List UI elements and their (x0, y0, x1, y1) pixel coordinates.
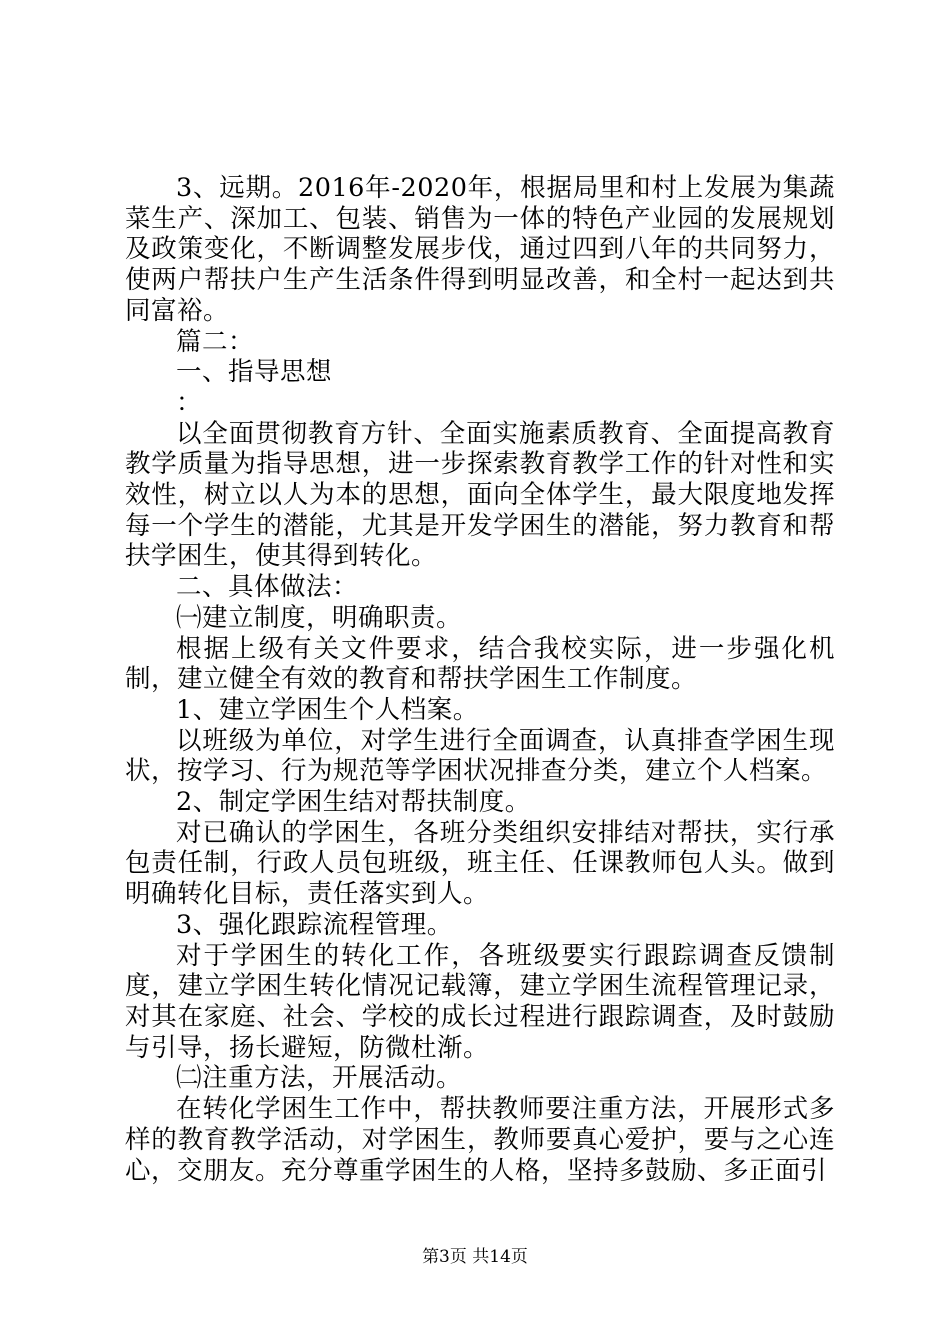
item-heading: 1、建立学困生个人档案。 (176, 694, 479, 725)
document-body (125, 173, 835, 1186)
item-heading: 2、制定学困生结对帮扶制度。 (176, 787, 531, 818)
paragraph: 对于学困生的转化工作，各班级要实行跟踪调查反馈制度，建立学困生转化情况记载簿，建立学困生流程管理记录，对其在家庭、社会、学校的成长过程进行跟踪调查，及时鼓励与引导，扬长避短，防微杜渐。 (125, 940, 835, 1063)
paragraph: 以班级为单位，对学生进行全面调查，认真排查学困生现状，按学习、行为规范等学困状况排查分类，建立个人档案。 (125, 725, 835, 787)
section-heading: 二、具体做法： (176, 572, 359, 603)
paragraph: ： (176, 387, 203, 418)
section-heading: 一、指导思想 (176, 357, 333, 388)
subsection-heading: ㈠建立制度，明确职责。 (176, 602, 463, 633)
item-heading: 3、强化跟踪流程管理。 (176, 909, 453, 940)
paragraph: 对已确认的学困生，各班分类组织安排结对帮扶，实行承包责任制，行政人员包班级，班主任、任课教师包人头。做到明确转化目标，责任落实到人。 (125, 817, 835, 910)
subsection-heading: ㈡注重方法，开展活动。 (176, 1063, 463, 1094)
page-footer: 第3页 共14页 (422, 1247, 528, 1267)
paragraph: 篇二： (176, 326, 255, 357)
paragraph: 在转化学困生工作中，帮扶教师要注重方法，开展形式多样的教育教学活动，对学困生，教师要真心爱护，要与之心连心，交朋友。充分尊重学困生的人格，坚持多鼓励、多正面引 (125, 1094, 835, 1186)
paragraph: 根据上级有关文件要求，结合我校实际，进一步强化机制，建立健全有效的教育和帮扶学困生工作制度。 (125, 633, 835, 695)
paragraph: 以全面贯彻教育方针、全面实施素质教育、全面提高教育教学质量为指导思想，进一步探索教育教学工作的针对性和实效性，树立以人为本的思想，面向全体学生，最大限度地发挥每一个学生的潜能，尤其是开发学困生的潜能，努力教育和帮扶学困生，使其得到转化。 (125, 418, 835, 572)
paragraph: 3、远期。2016年-2020年，根据局里和村上发展为集蔬菜生产、深加工、包装、销售为一体的特色产业园的发展规划及政策变化，不断调整发展步伐，通过四到八年的共同努力，使两户帮扶户生产生活条件得到明显改善，和全村一起达到共同富裕。 (125, 173, 835, 326)
